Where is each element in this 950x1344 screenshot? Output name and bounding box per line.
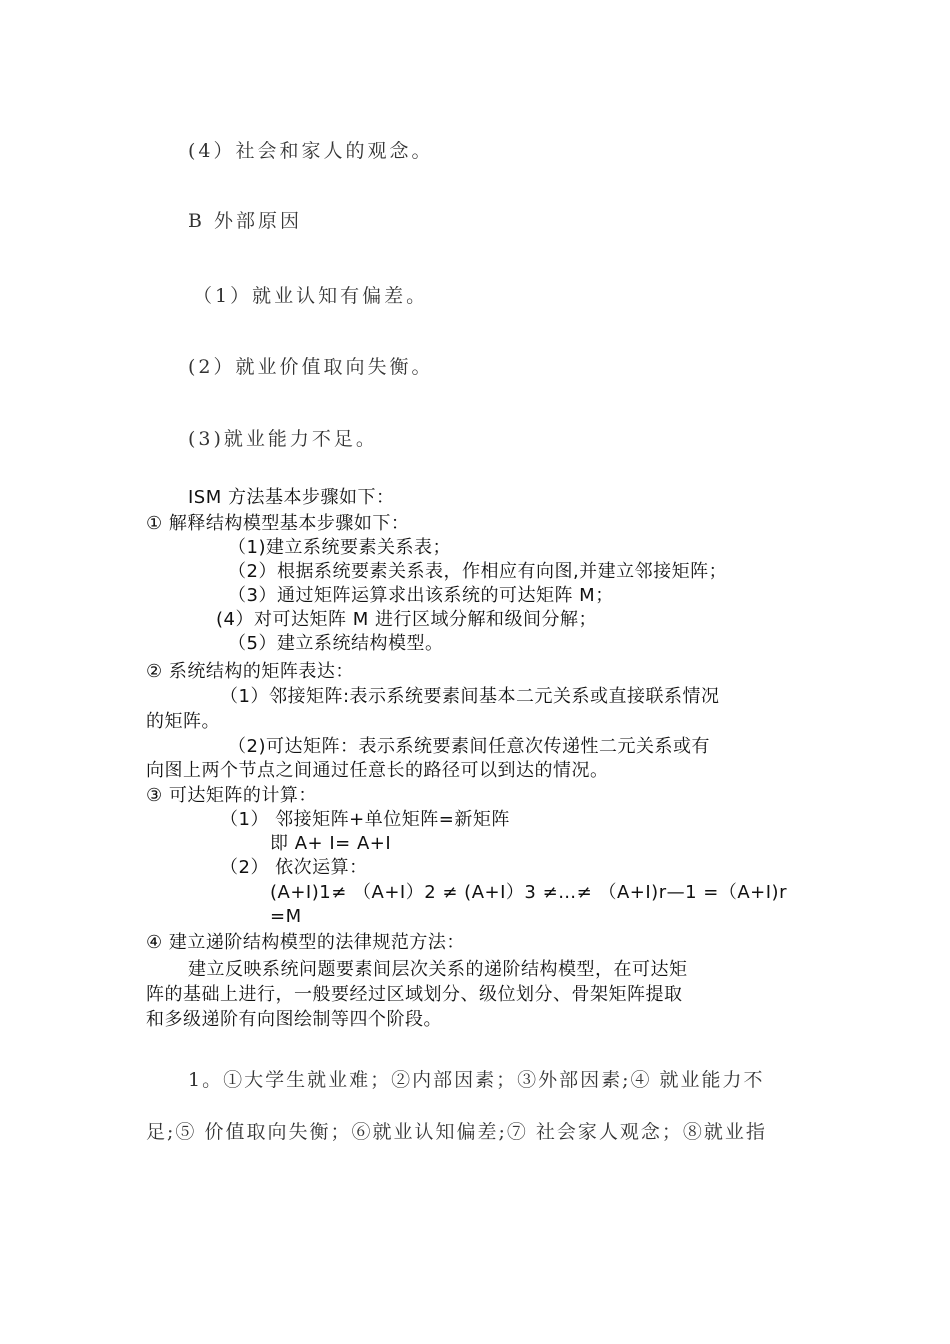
paragraph-line1: 建立反映系统问题要素间层次关系的递阶结构模型，在可达矩 xyxy=(188,959,688,980)
ism-point4-title: ④ 建立递阶结构模型的法律规范方法： xyxy=(146,932,465,953)
ism-step-3: （3）通过矩阵运算求出该系统的可达矩阵 M； xyxy=(228,585,614,606)
reachability-matrix-line2: 向图上两个节点之间通过任意长的路径可以到达的情况。 xyxy=(146,760,609,781)
calc-step-1: （1） 邻接矩阵+单位矩阵=新矩阵 xyxy=(220,809,510,830)
reachability-matrix-line1: （2)可达矩阵：表示系统要素间任意次传递性二元关系或有 xyxy=(228,736,710,757)
ism-title: ISM 方法基本步骤如下： xyxy=(188,487,395,508)
item-employment-values: (2）就业价值取向失衡。 xyxy=(188,356,434,378)
factor-list-line2: 足;⑤ 价值取向失衡；⑥就业认知偏差;⑦ 社会家人观念；⑧就业指 xyxy=(146,1121,767,1143)
ism-step-1: （1)建立系统要素关系表； xyxy=(228,537,451,558)
ism-step-5: （5）建立系统结构模型。 xyxy=(228,633,444,654)
item-employment-ability: (3)就业能力不足。 xyxy=(188,428,378,450)
calc-step-2-formula-cont: =M xyxy=(270,906,302,927)
ism-point1-title: ① 解释结构模型基本步骤如下： xyxy=(146,513,410,534)
adjacency-matrix-line2: 的矩阵。 xyxy=(146,711,220,732)
adjacency-matrix-line1: （1）邻接矩阵:表示系统要素间基本二元关系或直接联系情况 xyxy=(220,686,720,707)
calc-step-1-formula: 即 A+ I= A+I xyxy=(270,833,392,854)
item-social-family-view: (4）社会和家人的观念。 xyxy=(188,140,434,162)
paragraph-line3: 和多级递阶有向图绘制等四个阶段。 xyxy=(146,1009,442,1030)
ism-step-2: （2）根据系统要素关系表，作相应有向图,并建立邻接矩阵； xyxy=(228,561,728,582)
ism-point3-title: ③ 可达矩阵的计算： xyxy=(146,785,317,806)
ism-step-4: (4）对可达矩阵 M 进行区域分解和级间分解； xyxy=(216,609,597,630)
item-employment-cognition: （1）就业认知有偏差。 xyxy=(193,285,429,307)
factor-list-line1: 1。①大学生就业难；②内部因素；③外部因素;④ 就业能力不 xyxy=(188,1069,765,1091)
paragraph-line2: 阵的基础上进行，一般要经过区域划分、级位划分、骨架矩阵提取 xyxy=(146,984,683,1005)
calc-step-2: （2） 依次运算： xyxy=(220,857,368,878)
ism-point2-title: ② 系统结构的矩阵表达： xyxy=(146,661,354,682)
calc-step-2-formula: (A+I)1≠ （A+I）2 ≠ (A+I）3 ≠…≠ （A+I)r—1 =（A+I)r xyxy=(270,882,787,903)
heading-external-causes: B 外部原因 xyxy=(188,210,303,232)
